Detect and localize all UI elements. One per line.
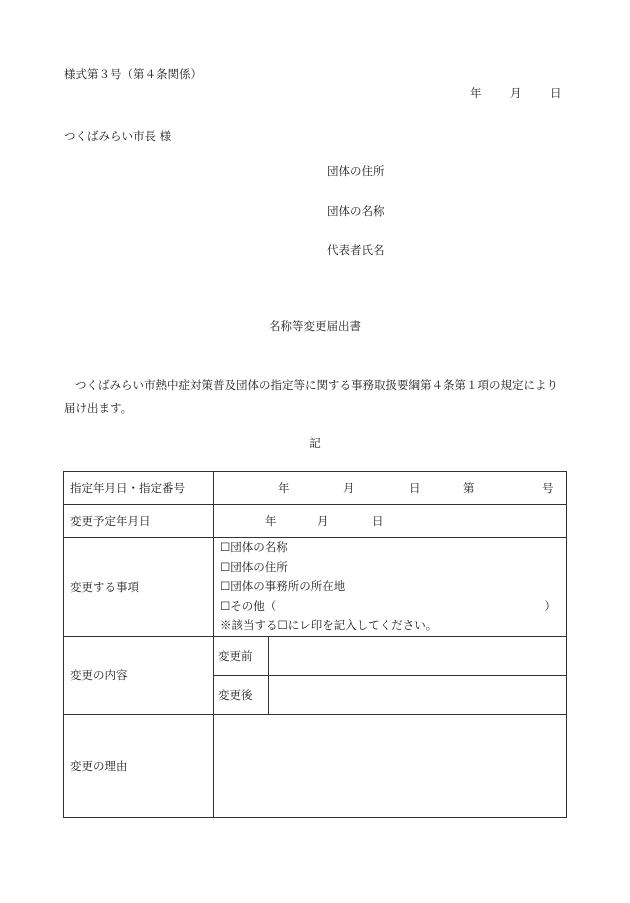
planned-date-label: 変更予定年月日: [64, 505, 214, 538]
option-other-close: ）: [544, 598, 556, 613]
change-before-label: 変更前: [214, 636, 269, 675]
designation-label: 指定年月日・指定番号: [64, 472, 214, 505]
row-change-items: [64, 538, 567, 637]
document-title: 名称等変更届出書: [269, 319, 361, 333]
change-after-label: 変更後: [214, 675, 269, 714]
change-before-value[interactable]: [269, 636, 567, 675]
form-table: [63, 471, 567, 818]
row-designation: [64, 472, 567, 505]
date-day: 日: [550, 86, 562, 100]
row-change-reason: [64, 714, 567, 817]
addressee: つくばみらい市長 様: [64, 129, 172, 143]
option-other[interactable]: [220, 597, 560, 617]
planned-month: 月: [317, 514, 329, 528]
planned-year: 年: [265, 514, 277, 528]
option-other-label: ☐その他（: [220, 598, 277, 613]
designation-value[interactable]: [214, 472, 567, 505]
ki-heading: 記: [309, 436, 321, 450]
change-items-label: 変更する事項: [64, 538, 214, 637]
option-office-location[interactable]: ☐団体の事務所の所在地: [220, 579, 346, 593]
planned-day: 日: [372, 514, 384, 528]
designation-month: 月: [343, 481, 355, 495]
option-group-address[interactable]: ☐団体の住所: [220, 559, 288, 574]
designation-dai: 第: [463, 481, 475, 495]
designation-day: 日: [409, 481, 421, 495]
form-number: 様式第３号（第４条関係）: [64, 67, 202, 81]
designation-year: 年: [278, 481, 290, 495]
change-reason-value[interactable]: [214, 714, 567, 817]
date-month: 月: [510, 86, 522, 100]
representative-name-label: 代表者氏名: [327, 243, 385, 257]
row-planned-date: [64, 505, 567, 538]
change-items-options: [214, 538, 567, 637]
applicant-name-label: 団体の名称: [327, 204, 385, 218]
date-year: 年: [470, 86, 482, 100]
applicant-address-label: 団体の住所: [327, 164, 385, 178]
change-reason-label: 変更の理由: [64, 714, 214, 817]
row-change-before: [64, 636, 567, 675]
change-after-value[interactable]: [269, 675, 567, 714]
change-content-label: 変更の内容: [64, 636, 214, 714]
designation-go: 号: [542, 481, 554, 495]
body-text: つくばみらい市熱中症対策普及団体の指定等に関する事務取扱要綱第４条第１項の規定により届け出ます。: [64, 378, 558, 415]
option-group-name[interactable]: ☐団体の名称: [220, 540, 288, 554]
planned-date-value[interactable]: [214, 505, 567, 538]
option-note: ※該当する☐にレ印を記入してください。: [220, 618, 438, 632]
